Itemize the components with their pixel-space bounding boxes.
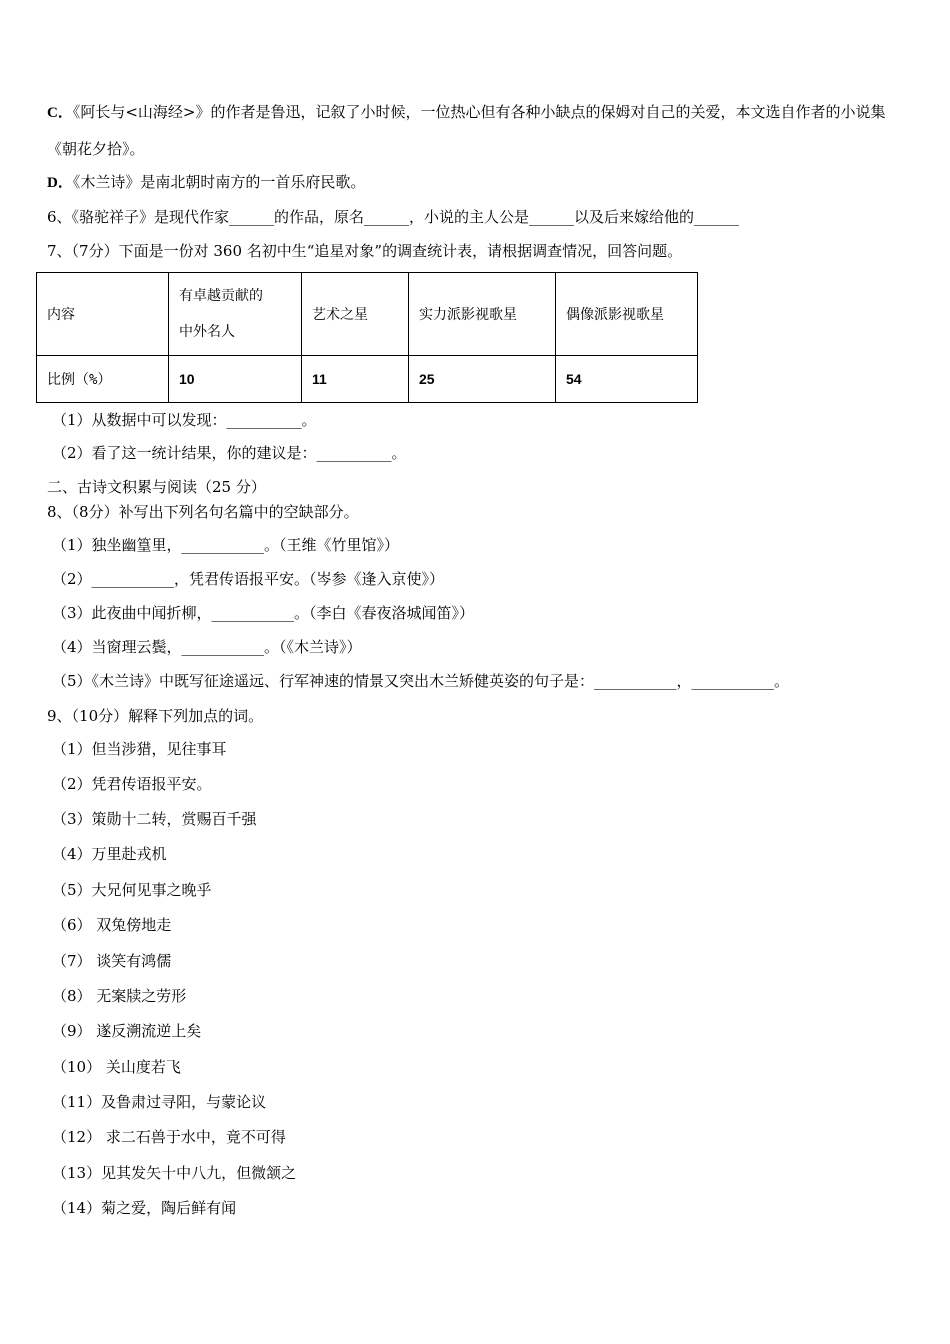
header-cell-art: 艺术之星 <box>302 273 409 356</box>
q7-sub-1: （1）从数据中可以发现：__________。 <box>52 411 317 429</box>
q9-item: （3）策勋十二转，赏赐百千强 <box>52 810 257 828</box>
q9-item: （9） 遂反溯流逆上矣 <box>52 1022 202 1040</box>
q8-item: （1）独坐幽篁里，___________。（王维《竹里馆》） <box>52 536 400 554</box>
header-cell-content: 内容 <box>37 273 169 356</box>
value-talent: 25 <box>409 356 556 403</box>
value-art: 11 <box>302 356 409 403</box>
option-c-text: 《阿长与<山海经>》的作者是鲁迅，记叙了小时候，一位热心但有各种小缺点的保姆对自己的关爱，本文选自作者的小说集《朝花夕拾》。 <box>47 103 886 158</box>
q9-item: （11）及鲁肃过寻阳，与蒙论议 <box>52 1093 267 1111</box>
section-2-heading: 二、古诗文积累与阅读（25 分） <box>47 478 266 496</box>
header-famous-line1: 有卓越贡献的 <box>179 288 263 304</box>
question-6: 6、《骆驼祥子》是现代作家______的作品，原名______，小说的主人公是______以及后来嫁给他的______ <box>47 208 740 226</box>
q8-item: （5）《木兰诗》中既写征途遥远、行军神速的情景又突出木兰矫健英姿的句子是：___________，___________。 <box>52 672 790 690</box>
q9-item: （7） 谈笑有鸿儒 <box>52 952 172 970</box>
q9-item: （2）凭君传语报平安。 <box>52 775 212 793</box>
q9-item: （4）万里赴戎机 <box>52 845 167 863</box>
q9-item: （12） 求二石兽于水中，竟不可得 <box>52 1128 286 1146</box>
q8-item: （3）此夜曲中闻折柳，___________。（李白《春夜洛城闻笛》） <box>52 604 475 622</box>
q9-item: （5）大兄何见事之晚乎 <box>52 881 212 899</box>
survey-table <box>36 272 698 403</box>
question-8-title: 8、（8分）补写出下列名句名篇中的空缺部分。 <box>47 503 359 521</box>
q9-item: （10） 关山度若飞 <box>52 1058 181 1076</box>
question-7-title: 7、（7分）下面是一份对 360 名初中生“追星对象”的调查统计表，请根据调查情况，回答问题。 <box>47 242 683 260</box>
q7-sub-2: （2）看了这一统计结果，你的建议是：__________。 <box>52 444 407 462</box>
q9-item: （8） 无案牍之劳形 <box>52 987 187 1005</box>
value-famous: 10 <box>169 356 302 403</box>
table-data-row <box>37 356 698 403</box>
header-famous-line2: 中外名人 <box>179 324 235 340</box>
value-idol: 54 <box>556 356 698 403</box>
option-d-label: D． <box>47 175 73 191</box>
q9-item: （14）菊之爱，陶后鲜有闻 <box>52 1199 237 1217</box>
q8-item: （2）___________，凭君传语报平安。（岑参《逢入京使》） <box>52 570 445 588</box>
header-cell-talent: 实力派影视歌星 <box>409 273 556 356</box>
q9-item: （13）见其发矢十中八九，但微颔之 <box>52 1164 297 1182</box>
option-d-text: 《木兰诗》是南北朝时南方的一首乐府民歌。 <box>72 173 366 191</box>
q9-item: （6） 双兔傍地走 <box>52 916 172 934</box>
option-d <box>47 172 365 193</box>
q8-item: （4）当窗理云鬓，___________。（《木兰诗》） <box>52 638 362 656</box>
table-header-row <box>37 273 698 356</box>
header-cell-famous <box>169 273 302 356</box>
question-9-title: 9、（10分）解释下列加点的词。 <box>47 707 264 725</box>
option-c-label: C． <box>47 105 73 121</box>
option-c <box>47 94 907 167</box>
header-cell-idol: 偶像派影视歌星 <box>556 273 698 356</box>
q9-item: （1）但当涉猎，见往事耳 <box>52 740 227 758</box>
row-label-ratio: 比例（%） <box>37 356 169 403</box>
